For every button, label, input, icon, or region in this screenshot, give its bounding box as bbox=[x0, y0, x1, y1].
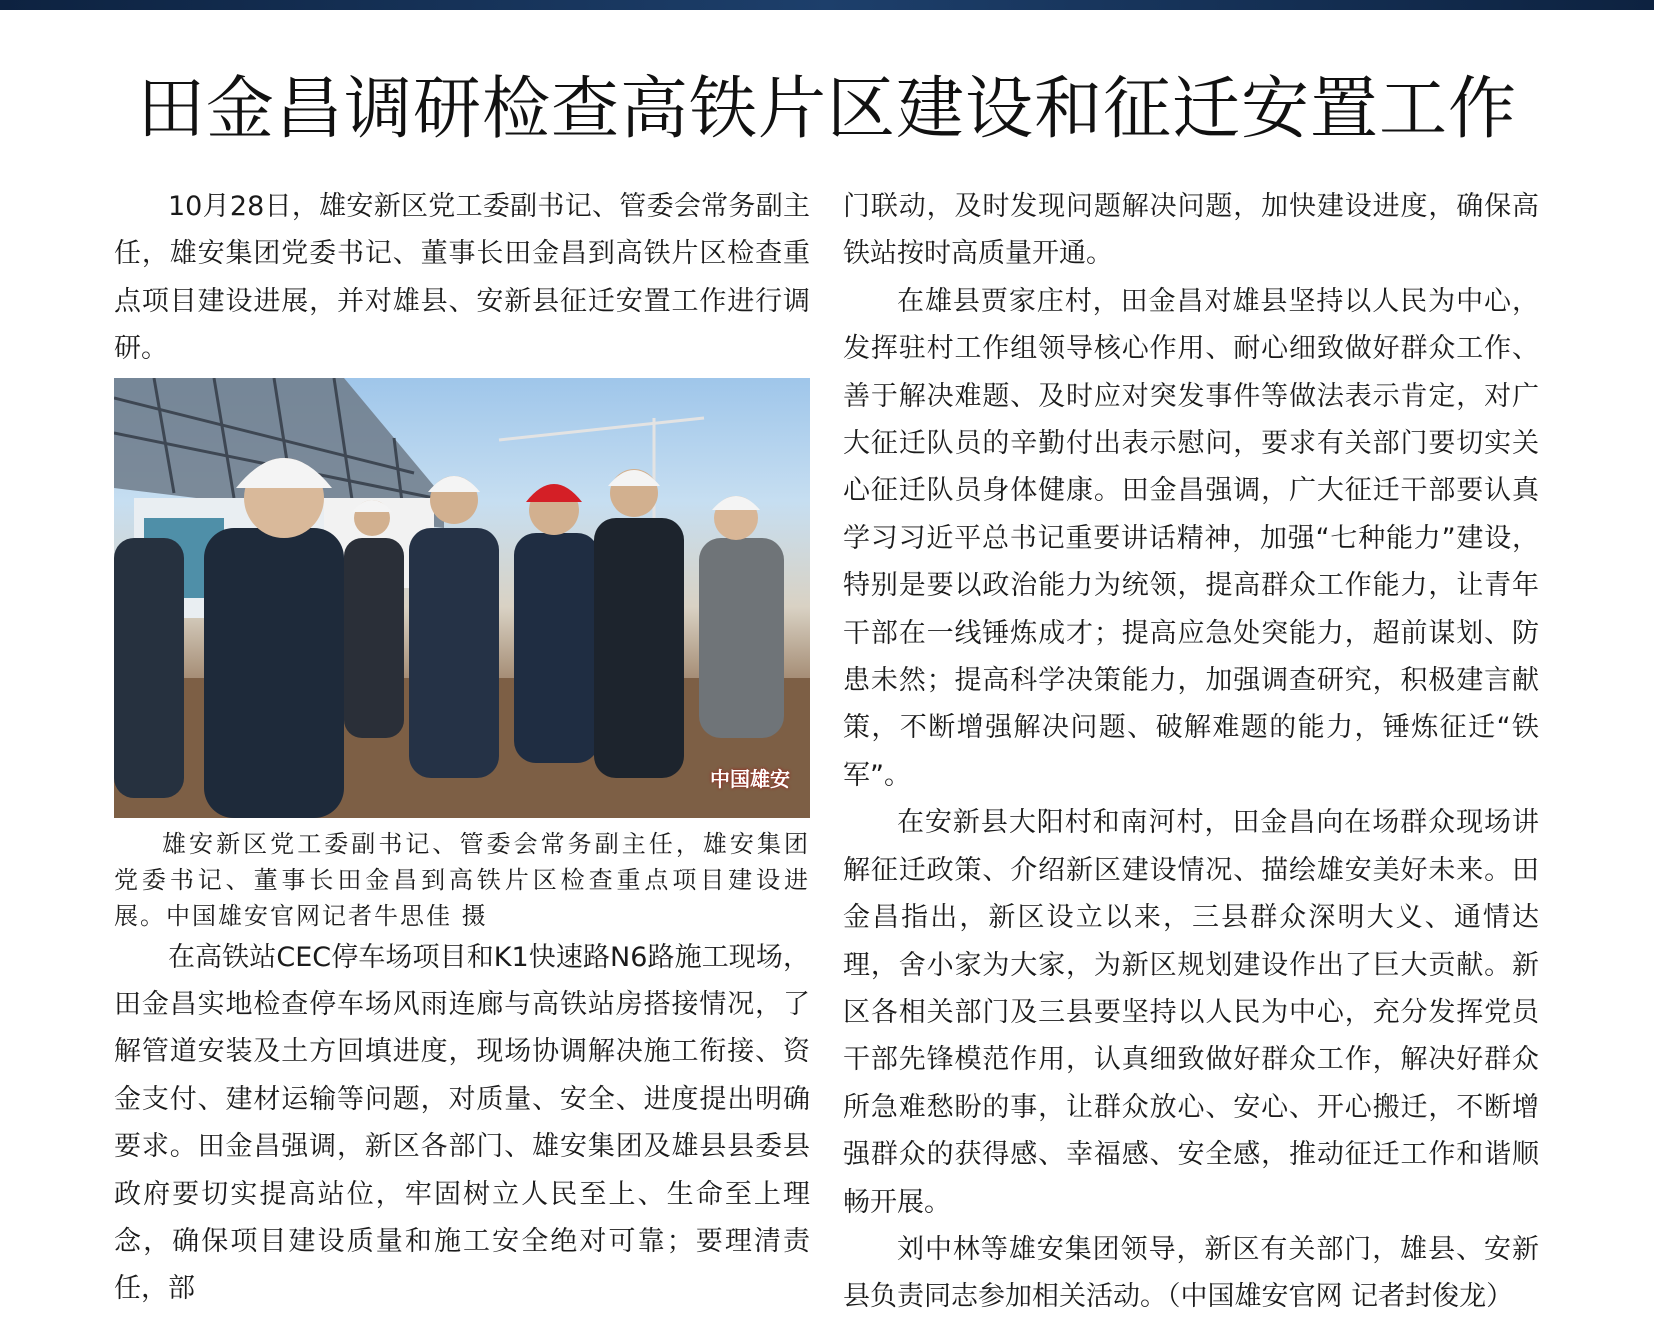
article-paragraph: 10月28日，雄安新区党工委副书记、管委会常务副主任，雄安集团党委书记、董事长田金昌到高铁片区检查重点项目建设进展，并对雄县、安新县征迁安置工作进行调研。 bbox=[114, 191, 810, 365]
photo-caption: 雄安新区党工委副书记、管委会常务副主任，雄安集团党委书记、董事长田金昌到高铁片区检查重点项目建设进展。中国雄安官网记者牛思佳 摄 bbox=[114, 829, 810, 930]
article-paragraph: 刘中林等雄安集团领导，新区有关部门，雄县、安新县负责同志参加相关活动。（中国雄安官网 记者封俊龙） bbox=[843, 1233, 1539, 1313]
article-title: 田金昌调研检查高铁片区建设和征迁安置工作 bbox=[136, 70, 1517, 149]
article-paragraph: 在雄县贾家庄村，田金昌对雄县坚持以人民为中心，发挥驻村工作组领导核心作用、耐心细致做好群众工作、善于解决难题、及时应对突发事件等做法表示肯定，对广大征迁队员的辛勤付出表示慰问，要求有关部门要切实关心征迁队员身体健康。田金昌强调，广大征迁干部要认真学习习近平总书记重要讲话精神，加强“七种能力”建设，特别是要以政治能力为统领，提高群众工作能力，让青年干部在一线锤炼成才；提高应急处突能力，超前谋划、防患未然；提高科学决策能力，加强调查研究，积极建言献策，不断增强解决问题、破解难题的能力，锤炼征迁“铁军”。 bbox=[843, 285, 1539, 791]
photo-illustration bbox=[114, 378, 810, 818]
top-banner-bar bbox=[0, 0, 1654, 10]
article-paragraph: 在安新县大阳村和南河村，田金昌向在场群众现场讲解征迁政策、介绍新区建设情况、描绘雄安美好未来。田金昌指出，新区设立以来，三县群众深明大义、通情达理，舍小家为大家，为新区规划建设作出了巨大贡献。新区各相关部门及三县要坚持以人民为中心，充分发挥党员干部先锋模范作用，认真细致做好群众工作，解决好群众所急难愁盼的事，让群众放心、安心、开心搬迁，不断增强群众的获得感、幸福感、安全感，推动征迁工作和谐顺畅开展。 bbox=[843, 807, 1539, 1218]
article-column-left bbox=[114, 183, 810, 1313]
article-paragraph: 在高铁站CEC停车场项目和K1快速路N6路施工现场，田金昌实地检查停车场风雨连廊与高铁站房搭接情况，了解管道安装及土方回填进度，现场协调解决施工衔接、资金支付、建材运输等问题，对质量、安全、进度提出明确要求。田金昌强调，新区各部门、雄安集团及雄县县委县政府要切实提高站位，牢固树立人民至上、生命至上理念，确保项目建设质量和施工安全绝对可靠；要理清责任，部 bbox=[114, 941, 810, 1305]
article-paragraph: 门联动，及时发现问题解决问题，加快建设进度，确保高铁站按时高质量开通。 bbox=[843, 191, 1539, 270]
photo-watermark-logo: 中国雄安 bbox=[710, 767, 790, 792]
article-column-right bbox=[843, 183, 1539, 1321]
article-photo bbox=[114, 378, 810, 818]
